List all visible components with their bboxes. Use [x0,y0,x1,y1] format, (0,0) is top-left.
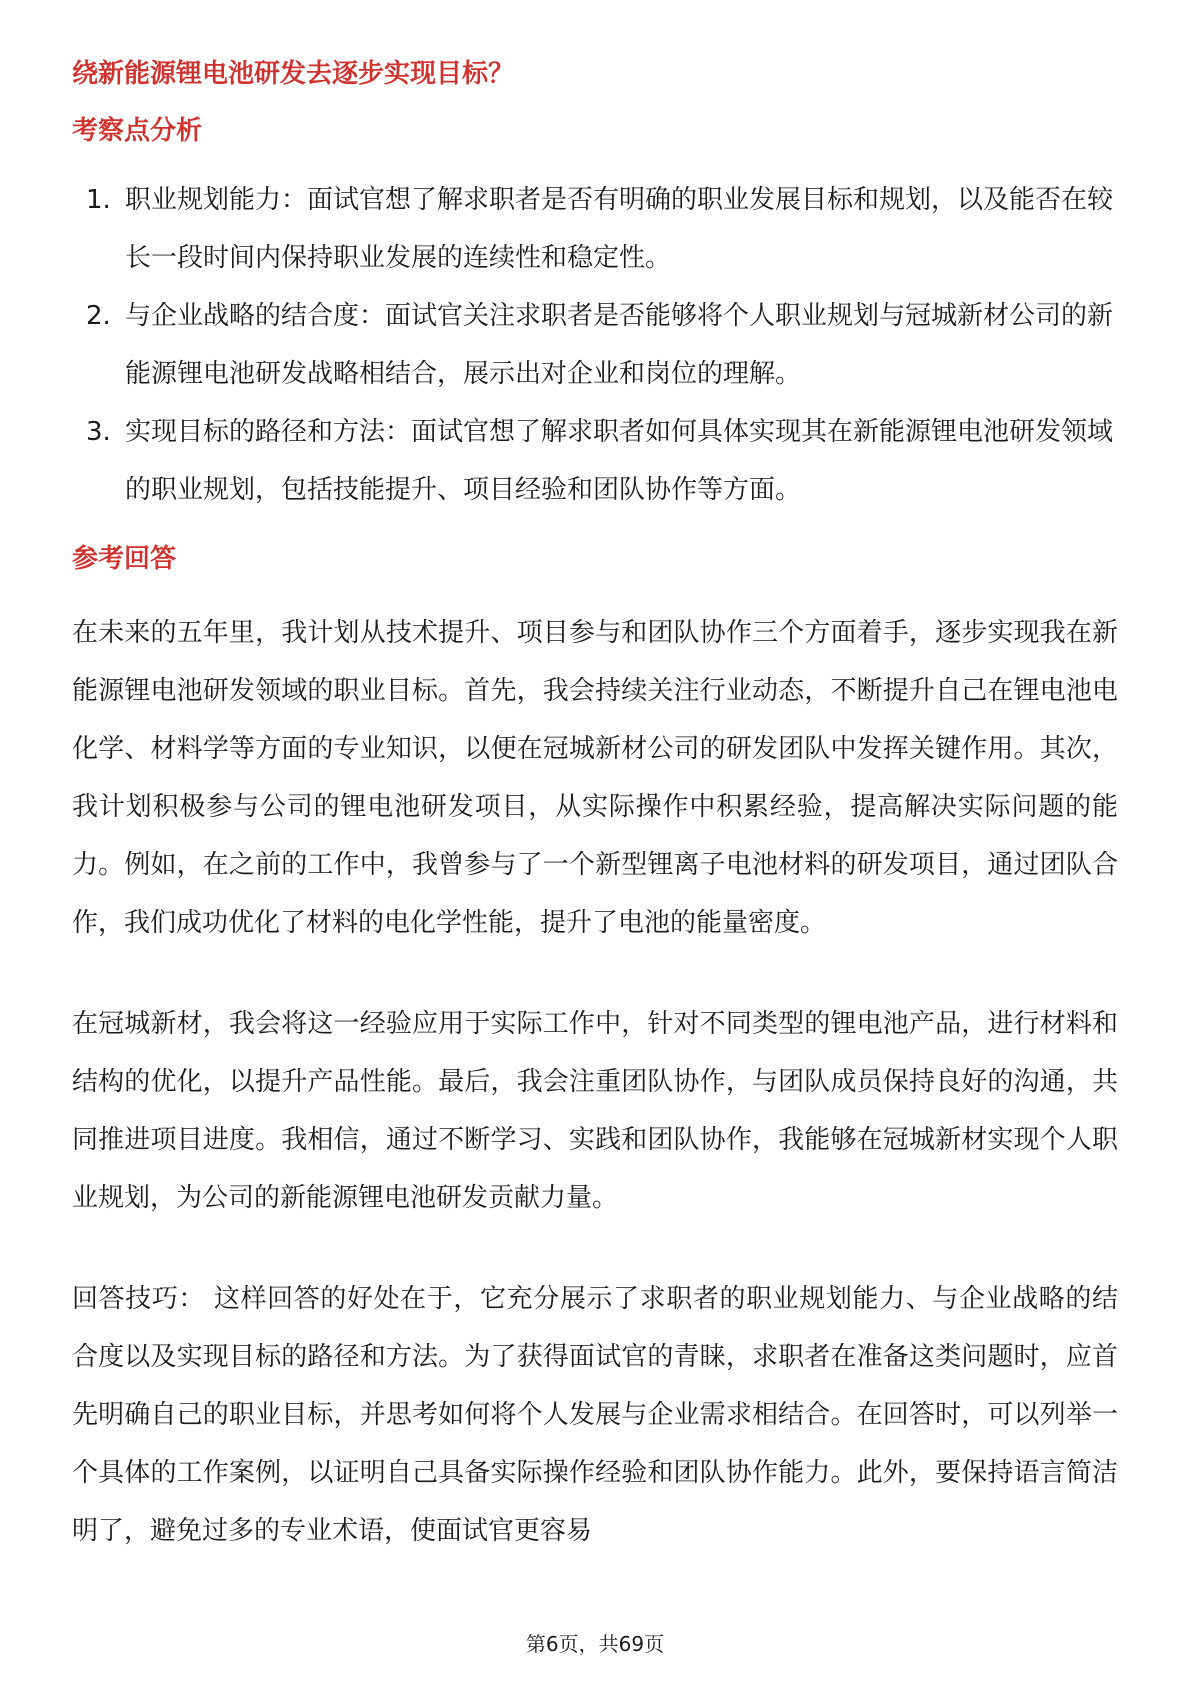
list-item-number: 2. [86,301,111,331]
analysis-heading: 考察点分析 [72,116,203,146]
list-item [72,287,1118,403]
list-item [72,403,1118,519]
list-item-number: 3. [86,417,111,447]
list-item-text: 职业规划能力：面试官想了解求职者是否有明确的职业发展目标和规划，以及能否在较长一段时间内保持职业发展的连续性和稳定性。 [125,185,1114,273]
list-item-text: 实现目标的路径和方法：面试官想了解求职者如何具体实现其在新能源锂电池研发领域的职业规划，包括技能提升、项目经验和团队协作等方面。 [125,417,1114,505]
question-title: 绕新能源锂电池研发去逐步实现目标？ [72,59,515,89]
tips-paragraph: 回答技巧： 这样回答的好处在于，它充分展示了求职者的职业规划能力、与企业战略的结合度以及实现目标的路径和方法。为了获得面试官的青睐，求职者在准备这类问题时，应首先明确自己的职业目标，并思考如何将个人发展与企业需求相结合。在回答时，可以列举一个具体的工作案例，以证明自己具备实际操作经验和团队协作能力。此外，要保持语言简洁明了，避免过多的专业术语，使面试官更容易 [72,1284,1118,1546]
answer-paragraph: 在冠城新材，我会将这一经验应用于实际工作中，针对不同类型的锂电池产品，进行材料和结构的优化，以提升产品性能。最后，我会注重团队协作，与团队成员保持良好的沟通，共同推进项目进度。我相信，通过不断学习、实践和团队协作，我能够在冠城新材实现个人职业规划，为公司的新能源锂电池研发贡献力量。 [72,1009,1118,1213]
answer-paragraph: 在未来的五年里，我计划从技术提升、项目参与和团队协作三个方面着手，逐步实现我在新能源锂电池研发领域的职业目标。首先，我会持续关注行业动态，不断提升自己在锂电池电化学、材料学等方面的专业知识，以便在冠城新材公司的研发团队中发挥关键作用。其次，我计划积极参与公司的锂电池研发项目，从实际操作中积累经验，提高解决实际问题的能力。例如，在之前的工作中，我曾参与了一个新型锂离子电池材料的研发项目，通过团队合作，我们成功优化了材料的电化学性能，提升了电池的能量密度。 [72,618,1118,938]
analysis-list [72,171,1118,519]
list-item-number: 1. [86,185,111,215]
list-item-text: 与企业战略的结合度：面试官关注求职者是否能够将个人职业规划与冠城新材公司的新能源锂电池研发战略相结合，展示出对企业和岗位的理解。 [125,301,1114,389]
page-content [72,54,1118,1603]
list-item [72,171,1118,287]
page-footer: 第6页，共69页 [525,1632,665,1656]
reference-heading: 参考回答 [72,544,177,574]
